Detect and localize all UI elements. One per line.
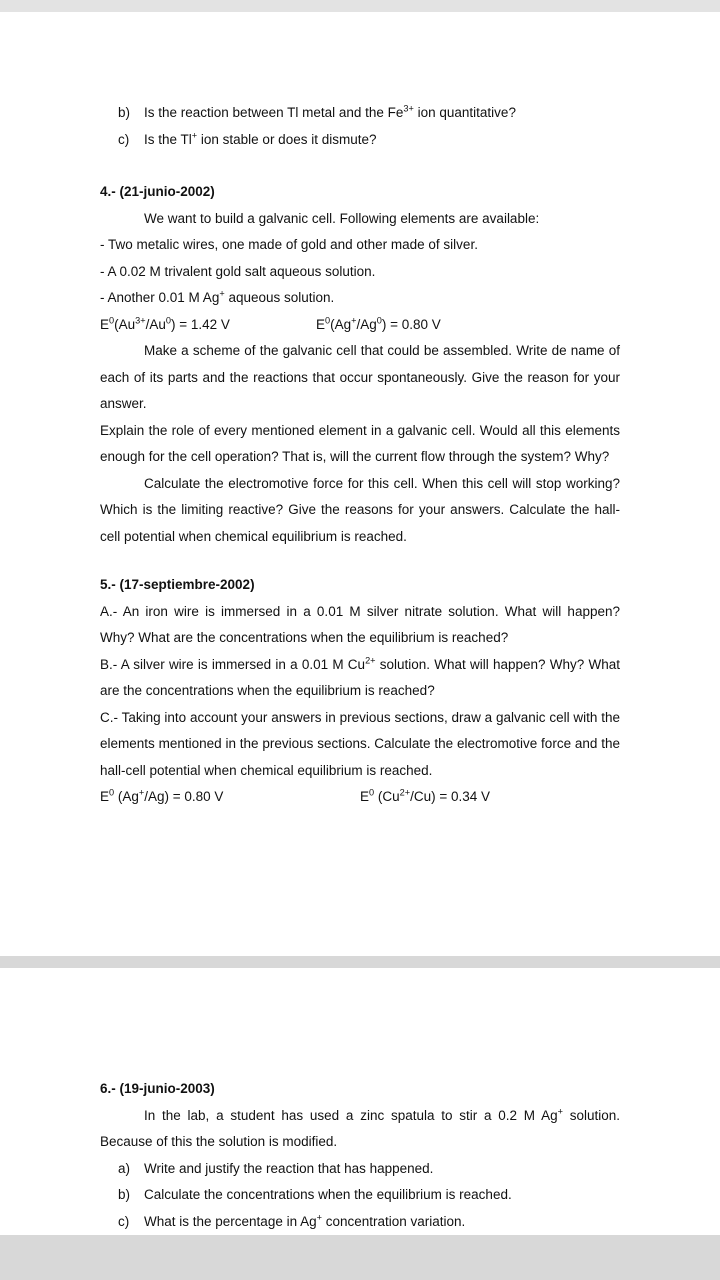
superscript: +	[316, 1212, 322, 1222]
superscript: +	[557, 1106, 563, 1116]
list-marker: c)	[118, 1213, 130, 1229]
superscript: 3+	[403, 103, 414, 114]
list-item-text: Is the Tl+ ion stable or does it dismute?	[144, 130, 377, 147]
question-4-intro: We want to build a galvanic cell. Following elements are available:	[144, 210, 540, 226]
list-item-text: Calculate the concentrations when the equilibrium is reached.	[144, 1187, 512, 1202]
document-page-1	[0, 12, 720, 956]
list-marker: b)	[118, 105, 131, 120]
question-5-part-a: A.- An iron wire is immersed in a 0.01 M silver nitrate solution. What will happen? Why? What are the concentrations when the equilibrium is reached?	[100, 603, 620, 645]
list-item	[100, 1182, 620, 1209]
question-5-part-b: B.- A silver wire is immersed in a 0.01 M $Cu^{2+}$ solution. What will happen? Why? What are the concentrations when the equilibrium is reached?	[100, 655, 620, 698]
question-5-potentials	[100, 784, 620, 811]
question-6-heading: 6.- (19-junio-2003)	[100, 1081, 215, 1096]
question-4-potentials	[100, 312, 620, 339]
superscript: 2+	[365, 655, 376, 665]
list-marker: c)	[118, 131, 130, 147]
list-item-text: What is the percentage in Ag+ concentration variation.	[144, 1212, 466, 1229]
potential-cu: $E^0$ $(Cu^{2+}/Cu) = 0.34$ V	[360, 787, 491, 804]
list-item	[100, 100, 620, 127]
question-5-part-c: C.- Taking into account your answers in previous sections, draw a galvanic cell with the elements mentioned in the previous sections. Calculate the electromotive force and the hall-cell potential when chemical equilibrium is reached.	[100, 709, 620, 778]
question-4-bullet-3: - Another 0.01 M Ag+ aqueous solution.	[100, 288, 335, 305]
list-item-text: Write and justify the reaction that has happened.	[144, 1160, 434, 1176]
list-marker: b)	[118, 1187, 131, 1202]
potential-ag: $E^0(Ag^+/Ag^0) = 0.80$ V	[316, 315, 441, 332]
potential-au: $E^0(Au^{3+}/Au^0) = 1.42$ V	[100, 315, 230, 332]
list-item	[100, 1156, 620, 1183]
section-spacer	[100, 550, 620, 572]
potential-ag: $E^0$ (Ag+/Ag) = 0.80 V	[100, 787, 224, 804]
question-4-bullet-2: - A 0.02 M trivalent gold salt aqueous solution.	[100, 263, 376, 279]
question-4-heading: 4.- (21-junio-2002)	[100, 184, 215, 199]
question-4-paragraph-3: Calculate the electromotive force for this cell. When this cell will stop working? Which is the limiting reactive? Give the reasons for your answers. Calculate the hall-cell potential when chemical equilibrium is reached.	[100, 475, 620, 544]
list-item	[100, 1209, 620, 1236]
question-5-heading: 5.- (17-septiembre-2002)	[100, 577, 255, 592]
document-page-2	[0, 968, 720, 1235]
question-4-bullet-1: - Two metalic wires, one made of gold and other made of silver.	[100, 237, 478, 252]
question-6-intro: In the lab, a student has used a zinc spatula to stir a 0.2 M Ag+ solution. Because of this the solution is modified.	[100, 1106, 620, 1149]
superscript: +	[219, 288, 225, 299]
question-4-paragraph-1: Make a scheme of the galvanic cell that could be assembled. Write de name of each of its parts and the reactions that occur spontaneously. Give the reason for your answer.	[100, 343, 620, 411]
list-marker: a)	[118, 1160, 131, 1176]
list-item-text: Is the reaction between Tl metal and the $Fe^{3+}$ ion quantitative?	[144, 103, 516, 120]
superscript: +	[191, 130, 198, 140]
page-break-gap	[0, 956, 720, 968]
page-top-strip	[0, 0, 720, 12]
question-4-paragraph-2: Explain the role of every mentioned element in a galvanic cell. Would all this elements enough for the cell operation? That is, will the current flow through the system? Why?	[100, 422, 620, 464]
section-spacer	[100, 153, 620, 179]
list-item	[100, 127, 620, 154]
